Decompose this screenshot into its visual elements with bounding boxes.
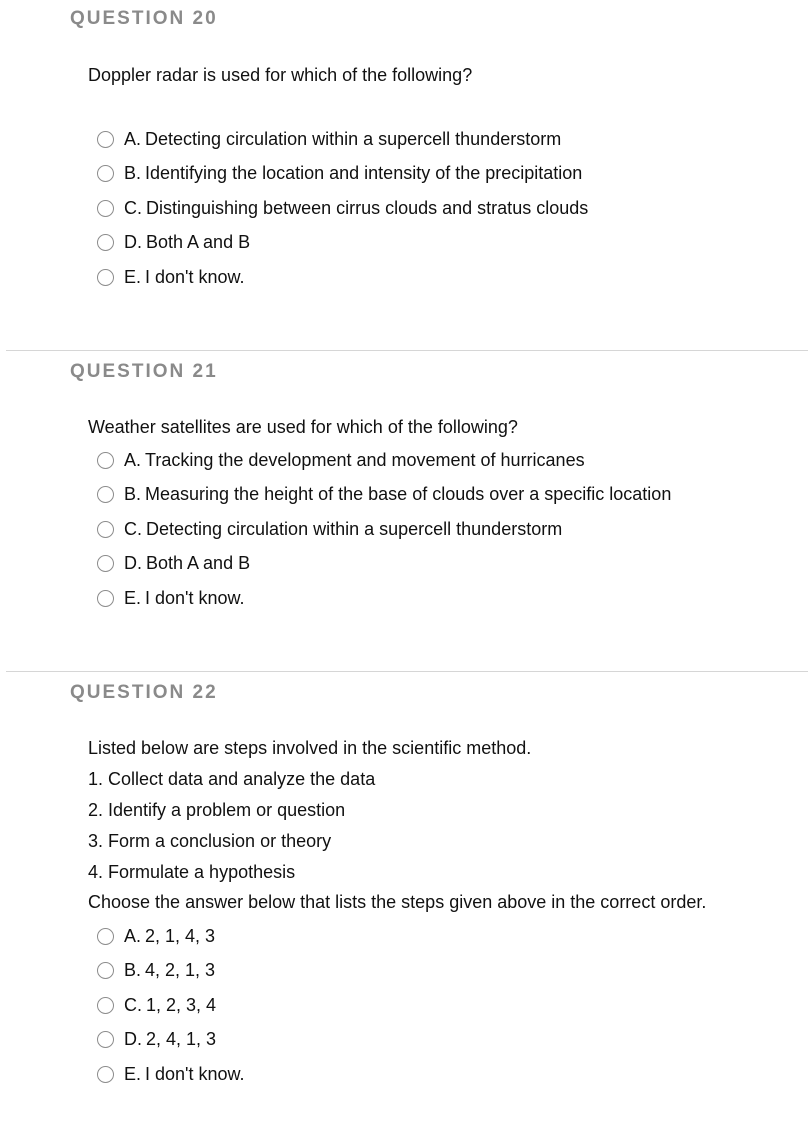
option-label: Detecting circulation within a supercell thunderstorm bbox=[146, 518, 563, 539]
radio-button[interactable] bbox=[97, 200, 114, 217]
option-20-d[interactable] bbox=[97, 230, 250, 254]
radio-button[interactable] bbox=[97, 165, 114, 182]
question-prompt-21: Weather satellites are used for which of the following? bbox=[88, 417, 518, 437]
radio-button[interactable] bbox=[97, 269, 114, 286]
step-line-3: 3. Form a conclusion or theory bbox=[88, 831, 332, 851]
option-label: I don't know. bbox=[145, 587, 245, 608]
radio-button[interactable] bbox=[97, 486, 114, 503]
option-label: Measuring the height of the base of clouds over a specific location bbox=[145, 483, 672, 504]
option-label: 2, 1, 4, 3 bbox=[145, 925, 216, 946]
option-label: Both A and B bbox=[146, 552, 251, 573]
option-letter: D. bbox=[124, 1028, 142, 1049]
radio-button[interactable] bbox=[97, 1031, 114, 1048]
radio-button[interactable] bbox=[97, 962, 114, 979]
question-prompt-20: Doppler radar is used for which of the following? bbox=[88, 65, 473, 85]
option-22-e[interactable] bbox=[97, 1062, 245, 1086]
option-21-a[interactable] bbox=[97, 448, 585, 472]
question-instruction-22: Choose the answer below that lists the steps given above in the correct order. bbox=[88, 892, 707, 912]
option-21-e[interactable] bbox=[97, 586, 245, 610]
radio-button[interactable] bbox=[97, 1066, 114, 1083]
option-20-e[interactable] bbox=[97, 265, 245, 289]
option-letter: A. bbox=[124, 449, 142, 470]
step-line-4: 4. Formulate a hypothesis bbox=[88, 862, 296, 882]
option-21-c[interactable] bbox=[97, 517, 562, 541]
option-letter: E. bbox=[124, 1063, 142, 1084]
option-21-b[interactable] bbox=[97, 482, 671, 506]
step-line-2: 2. Identify a problem or question bbox=[88, 800, 346, 820]
radio-button[interactable] bbox=[97, 928, 114, 945]
option-label: Identifying the location and intensity of the precipitation bbox=[145, 162, 583, 183]
option-22-c[interactable] bbox=[97, 993, 216, 1017]
option-22-a[interactable] bbox=[97, 924, 215, 948]
radio-button[interactable] bbox=[97, 452, 114, 469]
question-heading-20: QUESTION 20 bbox=[70, 8, 218, 29]
option-letter: B. bbox=[124, 959, 142, 980]
option-letter: D. bbox=[124, 552, 142, 573]
option-label: I don't know. bbox=[145, 1063, 245, 1084]
option-label: 2, 4, 1, 3 bbox=[146, 1028, 217, 1049]
option-letter: A. bbox=[124, 128, 142, 149]
radio-button[interactable] bbox=[97, 590, 114, 607]
radio-button[interactable] bbox=[97, 555, 114, 572]
option-letter: C. bbox=[124, 994, 142, 1015]
option-letter: E. bbox=[124, 266, 142, 287]
radio-button[interactable] bbox=[97, 234, 114, 251]
question-divider bbox=[6, 671, 808, 672]
option-22-d[interactable] bbox=[97, 1027, 216, 1051]
question-heading-21: QUESTION 21 bbox=[70, 361, 218, 382]
radio-button[interactable] bbox=[97, 997, 114, 1014]
option-20-c[interactable] bbox=[97, 196, 588, 220]
option-letter: E. bbox=[124, 587, 142, 608]
question-prompt-22: Listed below are steps involved in the scientific method. bbox=[88, 738, 532, 758]
option-22-b[interactable] bbox=[97, 958, 215, 982]
question-heading-22: QUESTION 22 bbox=[70, 682, 218, 703]
option-label: 4, 2, 1, 3 bbox=[145, 959, 216, 980]
option-letter: A. bbox=[124, 925, 142, 946]
option-label: Tracking the development and movement of hurricanes bbox=[145, 449, 585, 470]
option-20-a[interactable] bbox=[97, 127, 561, 151]
radio-button[interactable] bbox=[97, 521, 114, 538]
option-label: 1, 2, 3, 4 bbox=[146, 994, 217, 1015]
option-label: I don't know. bbox=[145, 266, 245, 287]
option-letter: B. bbox=[124, 483, 142, 504]
option-letter: C. bbox=[124, 197, 142, 218]
option-letter: D. bbox=[124, 231, 142, 252]
option-20-b[interactable] bbox=[97, 161, 582, 185]
option-label: Distinguishing between cirrus clouds and stratus clouds bbox=[146, 197, 589, 218]
radio-button[interactable] bbox=[97, 131, 114, 148]
question-divider bbox=[6, 350, 808, 351]
option-label: Both A and B bbox=[146, 231, 251, 252]
step-line-1: 1. Collect data and analyze the data bbox=[88, 769, 376, 789]
option-label: Detecting circulation within a supercell thunderstorm bbox=[145, 128, 562, 149]
option-letter: C. bbox=[124, 518, 142, 539]
option-letter: B. bbox=[124, 162, 142, 183]
option-21-d[interactable] bbox=[97, 551, 250, 575]
